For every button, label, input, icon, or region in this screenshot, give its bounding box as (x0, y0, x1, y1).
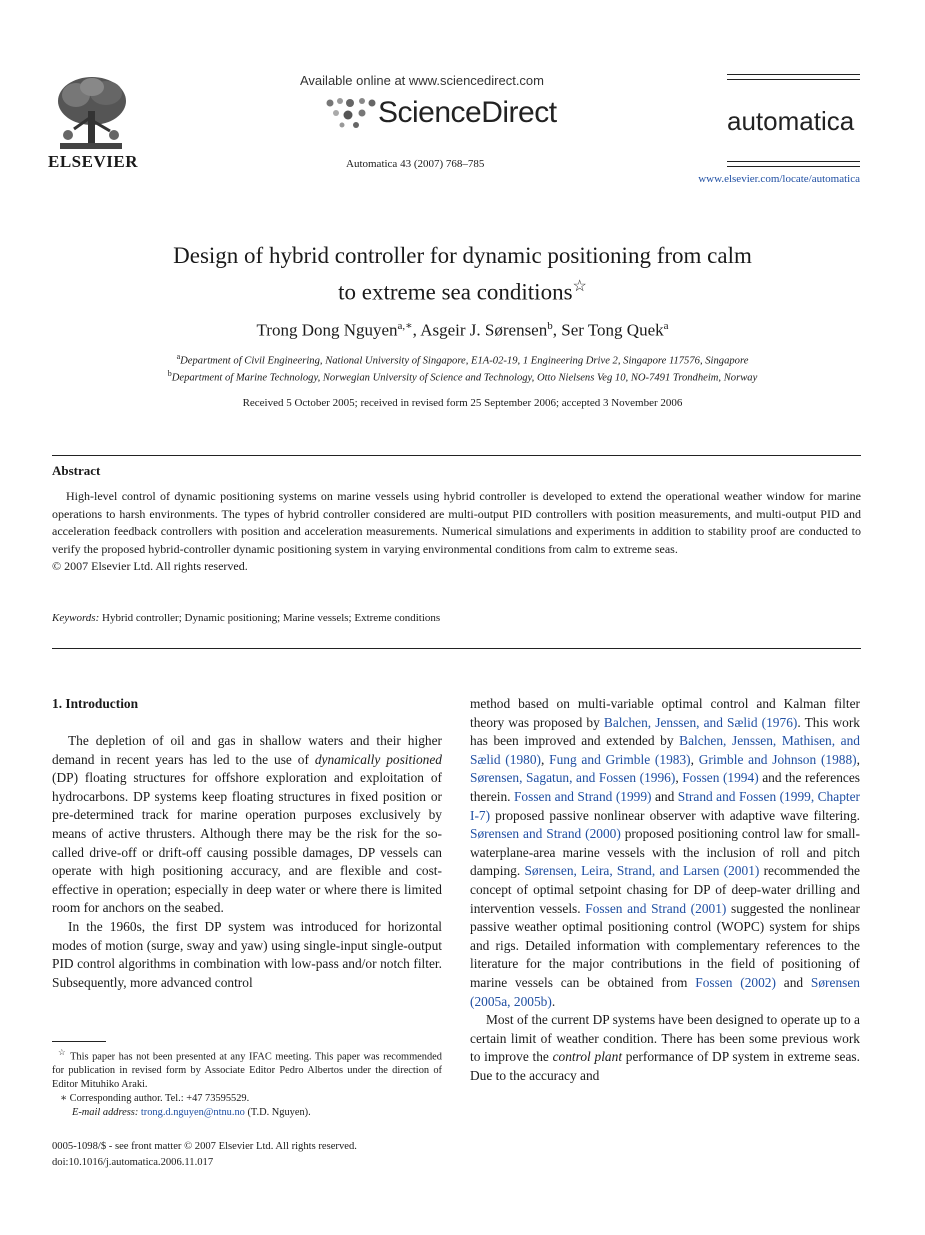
journal-url-link[interactable]: www.elsevier.com/locate/automatica (698, 173, 860, 185)
emphasis: control plant (552, 1049, 623, 1065)
footnote-text: This paper has not been presented at any IFAC meeting. This paper was recommended for publication in revised form by Associate Editor Pedro Albertos under the direction of Editor Mituhiko Araki. (52, 1051, 442, 1091)
text-run: , (541, 751, 550, 767)
text-run: and (775, 974, 811, 990)
abstract-rule-bottom (52, 648, 861, 649)
abstract-paragraph: High-level control of dynamic positioning systems on marine vessels using hybrid controller is developed to extend the operational weather window for marine operations to harsh environments. The types of hybrid controller considered are multi-output PID controllers with position measurements, and multi-output PID and acceleration feedback controllers with position and acceleration measurements. Numerical simulations and experiments in addition to stability proof are conducted to verify the proposed hybrid-controller dynamic positioning system in varying environmental conditions from calm to extreme seas. (52, 489, 861, 556)
author-name: Asgeir J. Sørensen (420, 320, 548, 340)
article-title (0, 240, 925, 308)
text-run: and the references therein. (470, 770, 860, 804)
text-run: performance of DP system in extreme seas. Due to the accuracy and (470, 1049, 860, 1083)
text-run: method based on multi-variable optimal control and Kalman filter theory was proposed by (470, 696, 860, 730)
received-dates: Received 5 October 2005; received in revised form 25 September 2006; accepted 3 November 2006 (242, 397, 683, 409)
text-run: , (675, 770, 683, 786)
intro-paragraph-3 (470, 695, 860, 1011)
intro-paragraph-2: In the 1960s, the first DP system was introduced for horizontal modes of motion (surge, sway and yaw) using single-input single-output PID control algorithms in combination with low-pass and/or notch filter. Subsequently, more advanced control (52, 918, 442, 990)
sciencedirect-wordmark: ScienceDirect (378, 96, 557, 129)
sciencedirect-dots-icon (322, 95, 378, 131)
author-affiliation-mark[interactable]: b (547, 320, 553, 332)
intro-paragraph-4 (470, 1011, 860, 1085)
title-line-2 (0, 271, 925, 308)
footnote-corresponding (52, 1092, 442, 1106)
header-rule-bottom-1 (727, 161, 860, 162)
text-run: proposed passive nonlinear observer with adaptive wave filtering. (490, 807, 860, 823)
affiliation-mark: a (176, 352, 181, 361)
keywords (52, 612, 440, 624)
citation-link[interactable]: Balchen, Jenssen, Mathisen, and Sælid (1980) (470, 733, 860, 767)
footnote-text: Corresponding author. Tel.: +47 73595529. (69, 1093, 250, 1105)
text-run: The depletion of oil and gas in shallow waters and their higher demand in recent years has led to the use of (52, 733, 442, 767)
citation-link[interactable]: Strand and Fossen (1999, Chapter I-7) (470, 788, 861, 823)
text-run: proposed positioning control law for small-waterplane-area marine vessels with the inclusion of roll and pitch damping. (470, 826, 860, 879)
citation-link[interactable]: Fung and Grimble (1983) (549, 751, 691, 767)
text-run: recommended the concept of optimal setpoint chasing for DP of deep-water drilling and intervention vessels. (470, 863, 861, 916)
citation-link[interactable]: Fossen and Strand (1999) (513, 788, 652, 804)
available-online-text[interactable]: Available online at www.sciencedirect.com (300, 73, 544, 88)
left-column (52, 732, 442, 992)
abstract-body (52, 488, 861, 576)
abstract-copyright: © 2007 Elsevier Ltd. All rights reserved. (52, 559, 248, 573)
text-run: (DP) floating structures for offshore exploration and exploitation of hydrocarbons. DP systems keep floating structures in fixed position or pre-determined track for marine operation purposes exclusively by means of active thrusters. Although there may be the risk for the so-called drive-off or drift-off causing possible damages, DP vessels can operate with high positioning accuracy, and are flexible and cost-effective in operation; especially in deep water or where there is limited room for anchors on the seabed. (52, 770, 442, 916)
affiliation-text: Department of Civil Engineering, National University of Singapore, E1A-02-19, 1 Engineering Drive 2, Singapore 117576, Singapore (180, 355, 749, 367)
citation-link[interactable]: Sørensen (2005a, 2005b) (470, 974, 860, 1009)
email-owner: (T.D. Nguyen). (247, 1107, 311, 1119)
footnote-star (52, 1045, 442, 1092)
elsevier-tree-logo (52, 73, 130, 153)
text-run: and (651, 788, 678, 804)
author-name: Trong Dong Nguyen (256, 320, 398, 340)
text-run: Most of the current DP systems have been designed to operate up to a certain limit of weather condition. There has been some previous work to improve the (470, 1012, 860, 1065)
journal-citation: Automatica 43 (2007) 768–785 (346, 158, 485, 170)
citation-link[interactable]: Grimble and Johnson (1988) (698, 751, 857, 767)
header-rule-bottom-2 (727, 166, 860, 167)
abstract-rule-top (52, 455, 861, 456)
author-affiliation-mark[interactable]: a,∗ (397, 320, 413, 332)
issn-line: 0005-1098/$ - see front matter © 2007 Elsevier Ltd. All rights reserved. (52, 1141, 357, 1152)
author-affiliation-mark[interactable]: a (663, 320, 669, 332)
footnote-rule (52, 1041, 106, 1042)
abstract-heading: Abstract (52, 463, 101, 478)
text-run: , (856, 751, 861, 767)
author-list: Trong Dong Nguyen$^{a,∗}$, Asgeir J. Sørensen$^b$, Ser Tong Quek$^a$ (256, 320, 669, 340)
author-name: Ser Tong Quek (561, 320, 664, 340)
footnote-email (52, 1106, 442, 1120)
title-footnote-mark[interactable]: ☆ (572, 278, 587, 295)
citation-link[interactable]: Balchen, Jenssen, and Sælid (1976) (603, 714, 798, 730)
title-line-1: Design of hybrid controller for dynamic positioning from calm (173, 243, 752, 268)
citation-link[interactable]: Fossen (1994) (682, 770, 759, 786)
emphasis: dynamically positioned (314, 751, 442, 767)
email-link[interactable]: trong.d.nguyen@ntnu.no (140, 1107, 245, 1119)
text-run: , (690, 751, 699, 767)
affiliation-a (0, 352, 925, 367)
citation-link[interactable]: Sørensen, Sagatun, and Fossen (1996) (470, 770, 676, 786)
citation-link[interactable]: Sørensen and Strand (2000) (470, 826, 621, 842)
right-column (470, 695, 860, 1085)
header-rule-top-1 (727, 74, 860, 75)
article-meta (52, 1139, 357, 1171)
keywords-label: Keywords: (52, 612, 100, 624)
affiliation-b (0, 369, 925, 384)
keywords-list: Hybrid controller; Dynamic positioning; Marine vessels; Extreme conditions (102, 612, 441, 624)
citation-link[interactable]: Fossen (2002) (695, 974, 776, 990)
affiliation-mark: b (167, 369, 172, 378)
text-run: . This work has been improved and extended by (470, 714, 860, 749)
email-label: E-mail address: (72, 1107, 139, 1119)
publisher-name: ELSEVIER (48, 152, 138, 171)
citation-link[interactable]: Sørensen, Leira, Strand, and Larsen (2001) (524, 863, 760, 879)
footnote-mark: ☆ (58, 1047, 67, 1057)
text-run: . (551, 993, 556, 1009)
doi-line[interactable]: doi:10.1016/j.automatica.2006.11.017 (52, 1157, 214, 1168)
citation-link[interactable]: Fossen and Strand (2001) (585, 900, 727, 916)
intro-paragraph-1 (52, 732, 442, 918)
text-run: suggested the nonlinear passive weather optimal positioning control (WOPC) system for ships and rigs. Detailed information with complementary references to the literature for the major contributions in the field of positioning of marine vessels can be obtained from (470, 900, 861, 990)
title-line-2-text: to extreme sea conditions (338, 279, 573, 305)
footnotes (52, 1045, 442, 1120)
footnote-mark: ∗ (60, 1093, 68, 1105)
section-heading-introduction: 1. Introduction (52, 696, 139, 711)
journal-name: automatica (727, 106, 855, 136)
header-rule-top-2 (727, 79, 860, 80)
affiliation-text: Department of Marine Technology, Norwegian University of Science and Technology, Otto Nielsens Veg 10, NO-7491 Trondheim, Norway (171, 372, 758, 384)
